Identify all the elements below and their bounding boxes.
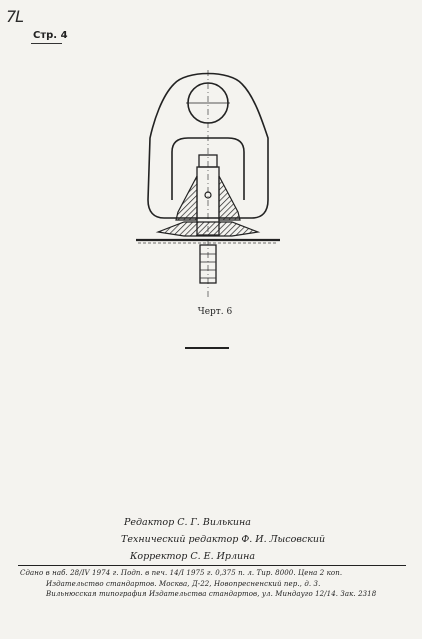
- right-cone-section: [219, 176, 240, 220]
- left-cone-section: [176, 176, 197, 220]
- credits-block: [121, 514, 326, 565]
- colophon-publisher: Издательство стандартов. Москва, Д-22, Новопресненский пер., д. 3.: [46, 579, 321, 588]
- threaded-stud: [200, 245, 216, 283]
- section-divider: [185, 347, 229, 349]
- page-label: Стр. 4: [33, 30, 68, 41]
- figure-caption: Черт. 6: [197, 307, 233, 317]
- colophon-print-info: Сдано в наб. 28/IV 1974 г. Подп. в печ. 14/I 1975 г. 0,375 п. л. Тир. 8000. Цена 2 коп.: [20, 569, 343, 577]
- colophon-divider: [18, 565, 406, 566]
- page-label-underline: [31, 43, 62, 44]
- handwritten-note: 7L: [6, 7, 24, 26]
- colophon-printer: Вильнюсская типография Издательства стандартов, ул. Миндауго 12/14. Зак. 2318: [46, 590, 377, 598]
- corrector-line: Корректор С. Е. Ирлина: [130, 551, 256, 562]
- base-washer: [158, 222, 258, 236]
- editor-line: Редактор С. Г. Вилькина: [124, 517, 251, 528]
- colophon: [20, 568, 408, 600]
- technical-drawing: [128, 60, 288, 300]
- tech-editor-line: Технический редактор Ф. И. Лысовский: [121, 534, 326, 545]
